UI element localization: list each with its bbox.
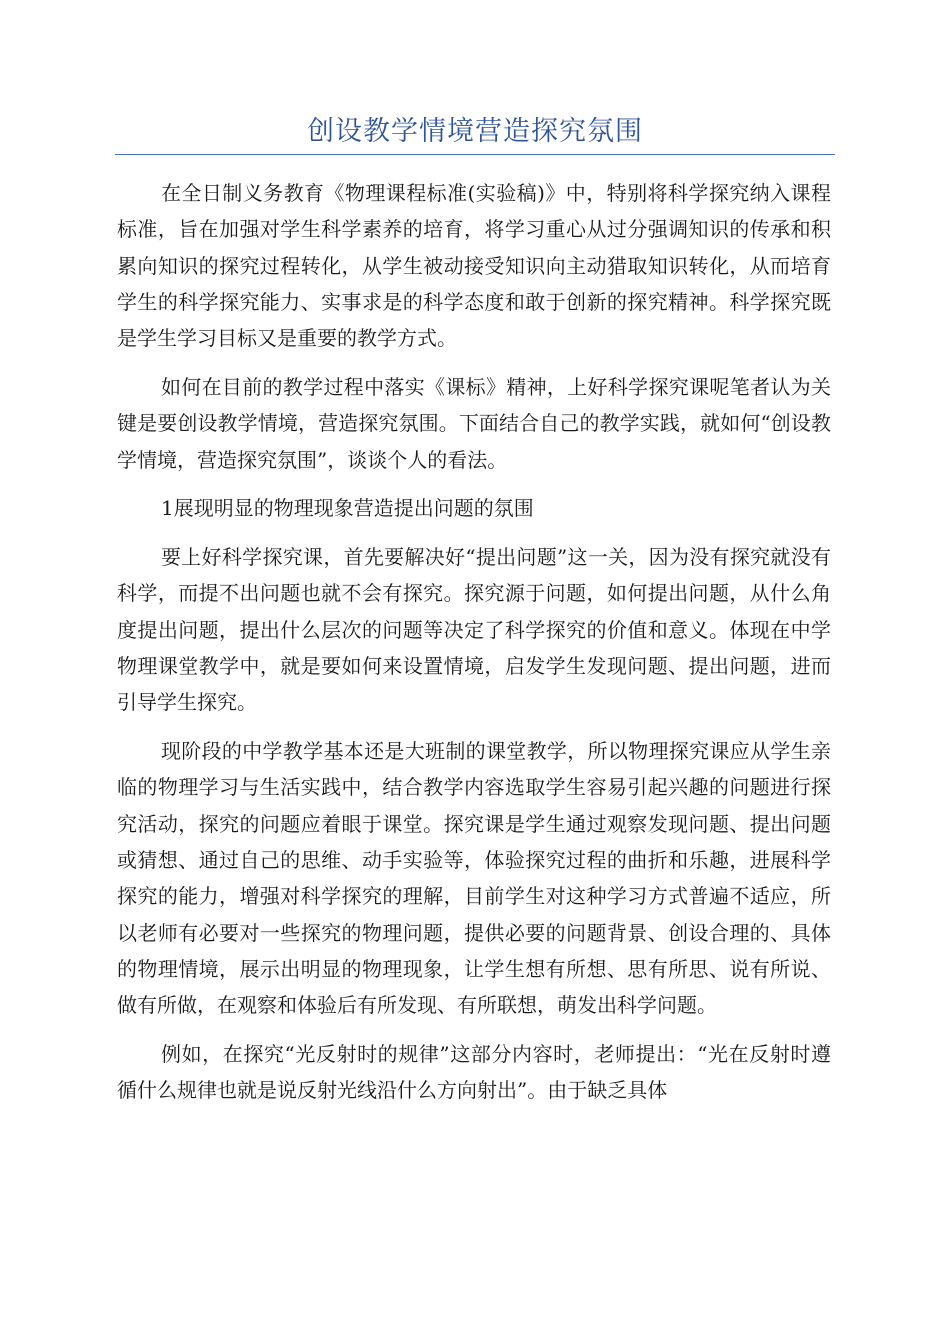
paragraph: 现阶段的中学教学基本还是大班制的课堂教学，所以物理探究课应从学生亲临的物理学习与生活实践中，结合教学内容选取学生容易引起兴趣的问题进行探究活动，探究的问题应着眼于课堂。探究课是学生通过观察发现问题、提出问题或猜想、通过自己的思维、动手实验等，体验探究过程的曲折和乐趣，进展科学探究的能力，增强对科学探究的理解，目前学生对这种学习方式普遍不适应，所以老师有必要对一些探究的物理问题，提供必要的问题背景、创设合理的、具体的物理情境，展示出明显的物理现象，让学生想有所想、思有所思、说有所说、做有所做，在观察和体验后有所发现、有所联想，萌发出科学问题。 (117, 739, 831, 1018)
paragraph: 在全日制义务教育《物理课程标准(实验稿)》中，特别将科学探究纳入课程标准，旨在加强对学生科学素养的培育，将学习重心从过分强调知识的传承和积累向知识的探究过程转化，从学生被动接受知识向主动猎取知识转化，从而培育学生的科学探究能力、实事求是的科学态度和敢于创新的探究精神。科学探究既是学生学习目标又是重要的教学方式。 (117, 181, 831, 351)
paragraph: 例如，在探究“光反射时的规律”这部分内容时，老师提出：“光在反射时遵循什么规律也就是说反射光线沿什么方向射出”。由于缺乏具体 (117, 1042, 831, 1103)
title-underline (115, 154, 835, 155)
section-heading: 1展现明显的物理现象营造提出问题的氛围 (161, 496, 534, 521)
paragraph: 要上好科学探究课，首先要解决好“提出问题”这一关，因为没有探究就没有科学，而提不出问题也就不会有探究。探究源于问题，如何提出问题，从什么角度提出问题，提出什么层次的问题等决定了科学探究的价值和意义。体现在中学物理课堂教学中，就是要如何来设置情境，启发学生发现问题、提出问题，进而引导学生探究。 (117, 545, 831, 715)
document-body (117, 175, 831, 1121)
paragraph: 如何在目前的教学过程中落实《课标》精神，上好科学探究课呢笔者认为关键是要创设教学情境，营造探究氛围。下面结合自己的教学实践，就如何“创设教学情境，营造探究氛围”，谈谈个人的看法。 (117, 374, 831, 472)
document-title: 创设教学情境营造探究氛围 (307, 116, 643, 147)
